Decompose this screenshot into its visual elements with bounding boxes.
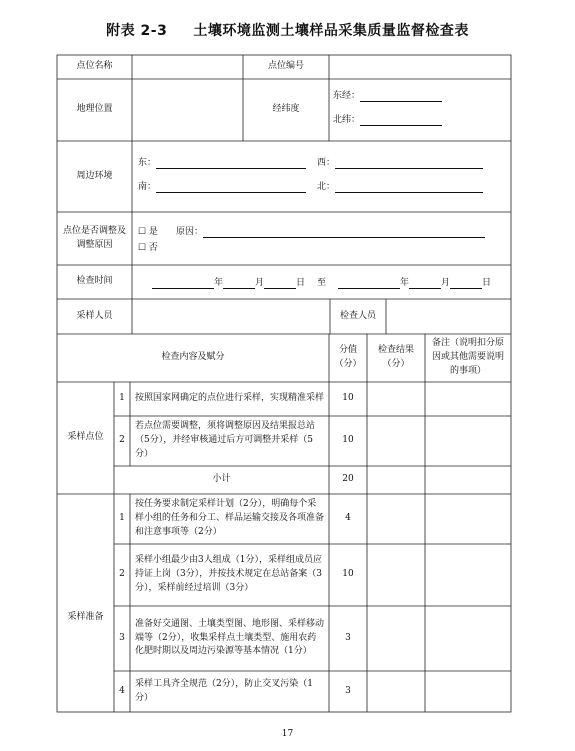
section-name: 采样点位 [67, 432, 104, 443]
north-latitude-label: 北纬： [333, 115, 361, 126]
start-day-unit: 日 [295, 278, 305, 289]
adjust-reason-label: 原因： [175, 227, 203, 238]
result-header: 检查结果（分） [377, 345, 414, 369]
item-text: 采样工具齐全规范（2分），防止交叉污染（1分） [135, 678, 313, 703]
surroundings-label: 周边环境 [76, 170, 113, 181]
item-text: 采样小组最少由3人组成（1分），采样组成员应持证上岗（3分），并按技术规定在总站备案（3分），采样前经过培训（3分） [135, 555, 322, 593]
item-score: 3 [345, 685, 351, 696]
content-header: 检查内容及赋分 [161, 352, 225, 363]
item-text: 按任务要求制定采样计划（2分），明确每个采样小组的任务和分工、样品运输交接及各项准备和注意事项等（2分） [135, 499, 325, 537]
start-day-blank [264, 279, 296, 289]
east-longitude-blank [360, 92, 442, 102]
north-surrounding-field [313, 181, 509, 195]
item-number: 3 [119, 632, 125, 643]
item-score: 3 [345, 632, 351, 643]
sampler-label: 采样人员 [76, 310, 113, 321]
subtotal-score: 20 [342, 474, 354, 485]
north-blank [335, 183, 483, 193]
date-to-label: 至 [316, 278, 326, 289]
lonlat-label: 经纬度 [272, 104, 300, 115]
start-year-blank [152, 279, 214, 289]
west-label: 西： [317, 158, 336, 169]
south-blank [156, 183, 306, 193]
end-month-unit: 月 [441, 278, 451, 289]
check-time-label: 检查时间 [76, 276, 113, 287]
item-text: 按照国家网确定的点位进行采样，实现精准采样 [135, 393, 325, 404]
item-score: 10 [342, 393, 354, 404]
end-year-blank [338, 279, 400, 289]
end-day-blank [450, 279, 482, 289]
adjust-yes-field [134, 226, 508, 240]
table-number: 附表 2-3 [106, 23, 168, 39]
item-number: 2 [119, 435, 125, 446]
check-time-range [132, 277, 511, 291]
section-name: 采样准备 [67, 612, 104, 623]
end-month-blank [409, 279, 441, 289]
geo-location-label: 地理位置 [76, 104, 113, 115]
west-blank [335, 159, 483, 169]
item-text: 准备好交通图、土壤类型图、地形图、采样移动端等（2分），收集采样点土壤类型、施用农药化肥时期以及周边污染源等基本情况（1分） [135, 618, 325, 657]
start-month-unit: 月 [254, 278, 264, 289]
page-number: 17 [281, 729, 294, 739]
end-day-unit: 日 [482, 278, 492, 289]
item-score: 4 [345, 513, 351, 524]
table-title: 土壤环境监测土壤样品采集质量监督检查表 [193, 23, 469, 39]
item-number: 4 [119, 685, 125, 696]
adjust-label: 点位是否调整及调整原因 [63, 225, 127, 250]
point-name-label: 点位名称 [76, 61, 113, 72]
item-number: 1 [119, 393, 125, 404]
inspector-label: 检查人员 [339, 310, 376, 321]
adjust-yes-option[interactable]: ☐ 是 [138, 227, 158, 238]
south-surrounding-field [134, 181, 314, 195]
item-number: 1 [119, 513, 125, 524]
east-longitude-field [329, 90, 509, 104]
adjust-reason-blank [203, 228, 485, 238]
north-latitude-field [329, 114, 509, 128]
south-label: 南： [138, 182, 157, 193]
start-year-unit: 年 [213, 278, 223, 289]
east-blank [156, 159, 306, 169]
item-score: 10 [342, 569, 354, 580]
adjust-no-option[interactable]: ☐ 否 [138, 243, 158, 254]
score-header: 分值（分） [334, 345, 362, 369]
east-surrounding-field [134, 157, 314, 171]
item-text: 若点位需要调整，须将调整原因及结果报总站（5分），并经审核通过后方可调整并采样（5分） [135, 421, 316, 459]
north-latitude-blank [360, 116, 442, 126]
west-surrounding-field [313, 157, 509, 171]
east-label: 东： [138, 158, 157, 169]
item-number: 2 [119, 569, 125, 580]
end-year-unit: 年 [400, 278, 410, 289]
north-label: 北： [317, 182, 336, 193]
subtotal-label: 小计 [212, 474, 231, 485]
item-score: 10 [342, 435, 354, 446]
remark-header: 备注（说明扣分原因或其他需要说明的事项） [431, 338, 504, 376]
point-code-label: 点位编号 [267, 61, 304, 72]
start-month-blank [223, 279, 255, 289]
east-longitude-label: 东经： [333, 91, 361, 102]
